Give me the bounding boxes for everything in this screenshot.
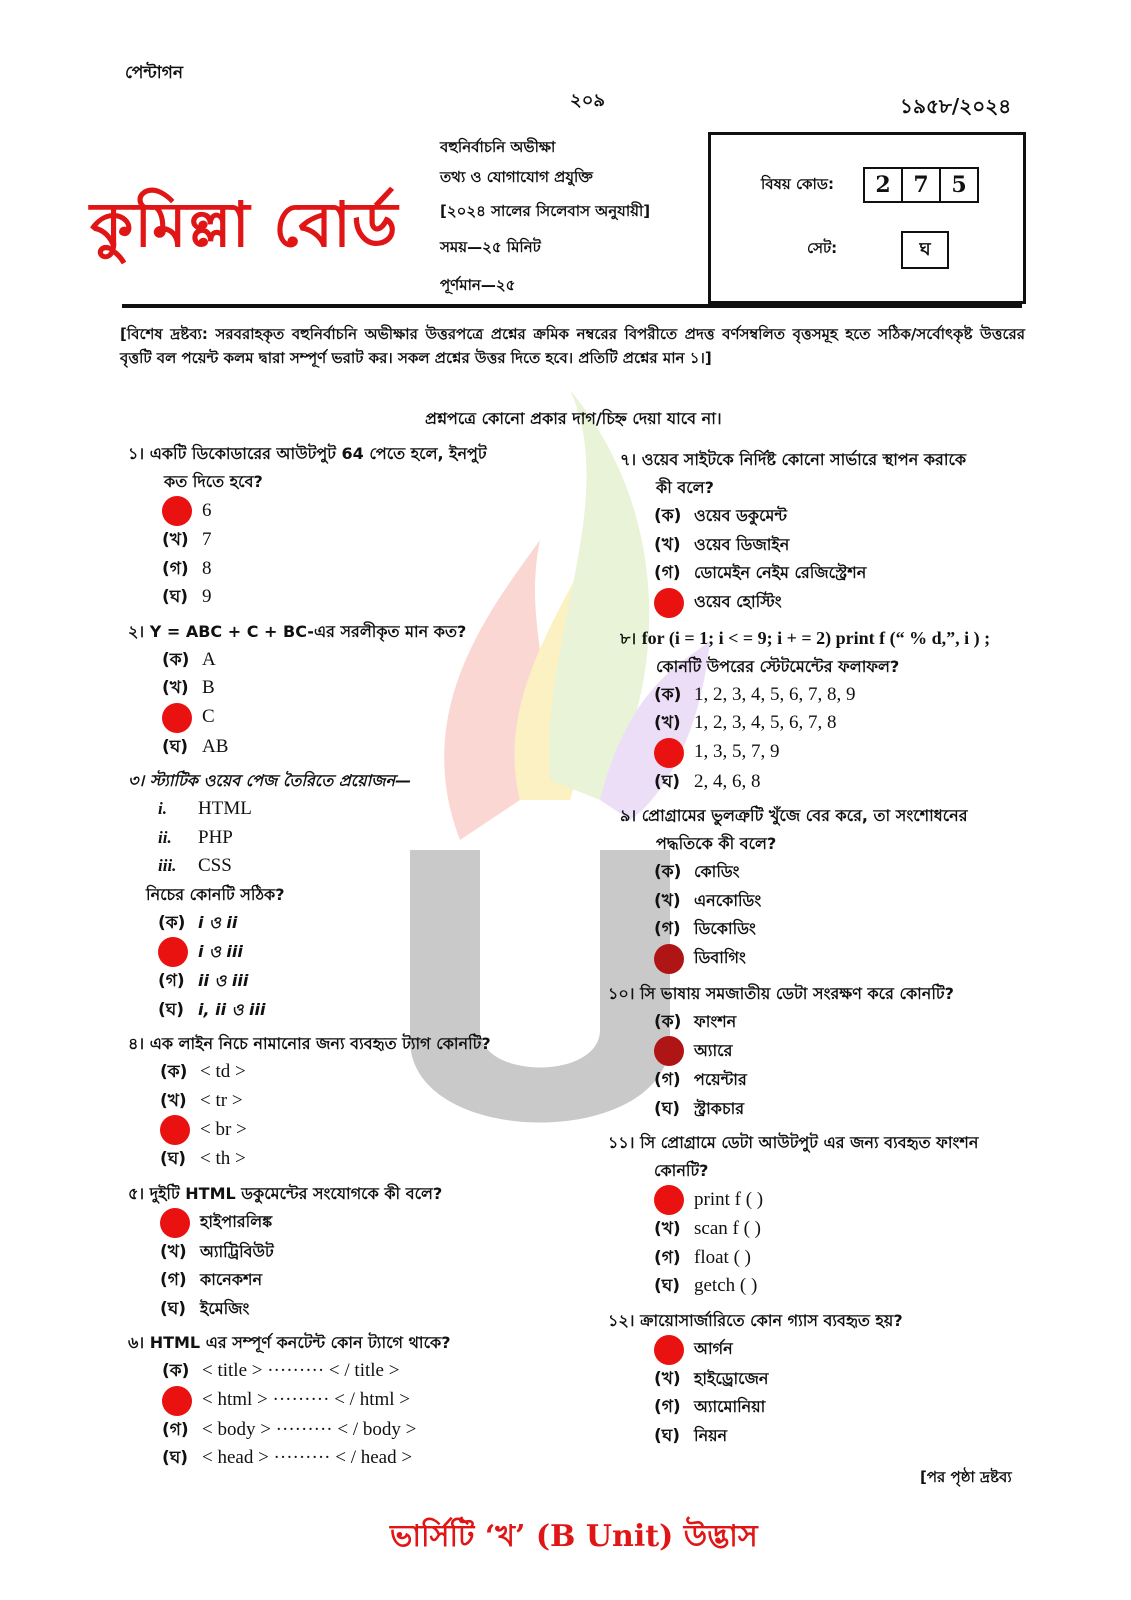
option-label: (ক) [654, 862, 682, 882]
option-value: ওয়েব ডিজাইন [694, 534, 790, 554]
option[interactable] [162, 555, 568, 584]
option-selected[interactable] [654, 588, 1060, 618]
question-text: Y = ABC + C + BC-এর সরলীকৃত মান কত? [149, 621, 467, 641]
option[interactable] [160, 1058, 568, 1087]
option-selected[interactable] [654, 1036, 1060, 1066]
code-reference: ১৯৫৮/২০২৪ [900, 94, 1012, 118]
option-label: (গ) [654, 1070, 681, 1090]
filled-answer-circle [160, 1208, 190, 1238]
option-value: C [202, 706, 215, 728]
option-label: (গ) [654, 1247, 681, 1268]
syllabus-note: [২০২৪ সালের সিলেবাস অনুযায়ী] [440, 202, 651, 220]
option-selected[interactable] [654, 738, 1060, 768]
option[interactable] [162, 674, 568, 703]
option-value: অ্যাট্রিবিউট [200, 1241, 274, 1261]
header-divider [122, 304, 1022, 308]
question-9 [620, 802, 1060, 974]
option-value: অ্যারে [694, 1040, 733, 1060]
option-label: (খ) [654, 890, 681, 911]
question-3 [128, 767, 568, 1024]
option-label: (ঘ) [162, 736, 189, 757]
option[interactable] [158, 996, 568, 1025]
option[interactable] [654, 1008, 1060, 1037]
question-number: ১১। [608, 1133, 635, 1152]
option-label: (ঘ) [160, 1149, 187, 1169]
option[interactable] [162, 733, 568, 762]
option-selected[interactable] [158, 937, 568, 967]
left-question-column [128, 440, 568, 1473]
set-label: সেট: [807, 239, 838, 257]
question-number: ১২। [608, 1310, 635, 1330]
question-6 [128, 1329, 568, 1473]
option[interactable] [654, 1244, 1060, 1273]
publisher-name: পেন্টাগন [125, 63, 184, 83]
subject-code-label: বিষয় কোড: [761, 175, 834, 193]
exam-time: সময়—২৫ মিনিট [440, 238, 541, 256]
option-selected[interactable] [654, 944, 1060, 974]
question-12 [608, 1307, 1060, 1451]
option[interactable] [654, 502, 1060, 531]
question-5 [128, 1180, 568, 1324]
option[interactable] [162, 583, 568, 612]
option-selected[interactable] [162, 1386, 568, 1416]
option[interactable] [158, 909, 568, 938]
question-number: ৩। [128, 771, 145, 790]
question-text: স্ট্যাটিক ওয়েব পেজ তৈরিতে প্রয়োজন— [149, 771, 412, 790]
option-value: < body > ········· < / body > [202, 1418, 417, 1440]
page-number: ২০৯ [570, 90, 606, 111]
question-number: ৮। [620, 628, 637, 648]
right-question-column [608, 446, 1060, 1450]
option-value: ডোমেইন নেইম রেজিস্ট্রেশন [694, 563, 867, 582]
option-value: 6 [202, 499, 212, 521]
subject-name: তথ্য ও যোগাযোগ প্রযুক্তি [440, 168, 593, 186]
question-text: দুইটি HTML ডকুমেন্টের সংযোগকে কী বলে? [149, 1183, 443, 1203]
subject-code-box [708, 132, 1026, 304]
option[interactable] [160, 1266, 568, 1295]
subject-code-digit: 7 [901, 167, 941, 203]
special-instructions: [বিশেষ দ্রষ্টব্য: সরবরাহকৃত বহুনির্বাচনি অভীক্ষার উত্তরপত্রে প্রশ্নের ক্রমিক নম্বরের বিপরীতে প্রদত্ত বর্ণসম্বলিত বৃত্তসমূহ হতে সঠিক/সর্বোৎকৃষ্ট উত্তরের বৃত্তটি বল পয়েন্ট কলম দ্বারা সম্পূর্ণ ভরাট কর। সকল প্রশ্নের উত্তর দিতে হবে। প্রতিটি প্রশ্নের মান ১।] [120, 325, 1025, 367]
option-value: B [202, 677, 215, 698]
option-value: 1, 2, 3, 4, 5, 6, 7, 8, 9 [694, 683, 856, 705]
subject-code-digits [863, 167, 977, 203]
option-label: (ঘ) [654, 1098, 681, 1119]
statement-roman: iii. [158, 856, 177, 875]
option[interactable] [162, 1444, 568, 1473]
option-label: (ঘ) [160, 1298, 187, 1319]
option-value: 7 [202, 529, 212, 550]
question-text: এক লাইন নিচে নামানোর জন্য ব্যবহৃত ট্যাগ কোনটি? [149, 1034, 491, 1053]
option-value: পয়েন্টার [694, 1070, 747, 1089]
filled-answer-circle [162, 703, 192, 733]
option-label: (ক) [158, 912, 186, 933]
option[interactable] [654, 709, 1060, 738]
option-value: ডিকোডিং [694, 919, 756, 938]
subject-code-digit: 5 [939, 167, 979, 203]
option-label: (গ) [654, 919, 681, 939]
filled-answer-circle [160, 1115, 190, 1145]
option-value: ii ও iii [198, 971, 249, 990]
option-value: scan f ( ) [694, 1218, 761, 1239]
option[interactable] [654, 858, 1060, 887]
option[interactable] [654, 559, 1060, 588]
option[interactable] [160, 1087, 568, 1116]
option[interactable] [654, 1272, 1060, 1301]
option-value: 1, 3, 5, 7, 9 [694, 741, 780, 763]
option-value: কোডিং [694, 862, 740, 881]
statement-roman: ii. [158, 827, 172, 847]
question-text: ওয়েব সাইটকে নির্দিষ্ট কোনো সার্ভারে স্থাপন করাকে [641, 450, 967, 469]
option[interactable] [654, 1422, 1060, 1451]
option-value: < head > ········· < / head > [202, 1447, 413, 1468]
option-value: getch ( ) [694, 1275, 758, 1296]
option-value: হাইপারলিঙ্ক [200, 1212, 273, 1232]
option-value: i ও iii [198, 941, 243, 961]
question-text-cont: কত দিতে হবে? [164, 472, 263, 491]
option-value: এনকোডিং [694, 890, 762, 910]
option-value: < td > [200, 1061, 246, 1082]
question-10 [608, 980, 1060, 1124]
option[interactable] [162, 526, 568, 555]
option[interactable] [654, 887, 1060, 916]
question-number: ২। [128, 621, 145, 641]
option-label: (ক) [162, 1361, 190, 1381]
option-label: (গ) [654, 1397, 681, 1417]
question-number: ১০। [608, 983, 635, 1003]
filled-answer-circle [654, 588, 684, 618]
question-7 [620, 446, 1060, 618]
option-label: (খ) [654, 713, 681, 733]
option-value: < br > [200, 1118, 247, 1140]
option-value: < html > ········· < / html > [202, 1389, 411, 1411]
filled-answer-circle [162, 496, 192, 526]
statement-value: HTML [198, 798, 252, 819]
option-label: (ঘ) [654, 771, 681, 792]
option-label: (ক) [654, 1011, 682, 1032]
question-number: ৫। [128, 1183, 145, 1203]
option-value: print f ( ) [694, 1188, 764, 1210]
option-value: < th > [200, 1148, 246, 1169]
question-8 [620, 624, 1060, 797]
option-label: (খ) [160, 1090, 187, 1111]
option-label: (গ) [162, 1419, 189, 1440]
option-value: i ও ii [198, 912, 238, 932]
option-value: < title > ········· < / title > [202, 1360, 400, 1381]
filled-answer-circle [654, 1185, 684, 1215]
question-number: ৪। [128, 1034, 145, 1053]
question-number: ১। [128, 444, 145, 463]
option-value: 9 [202, 586, 212, 607]
board-title: কুমিল্লা বোর্ড [90, 188, 399, 261]
option-label: (ক) [654, 684, 682, 705]
filled-answer-circle [158, 937, 188, 967]
option-label: (খ) [654, 1219, 681, 1239]
filled-answer-circle [654, 738, 684, 768]
option-label: (ক) [654, 506, 682, 526]
option-value: ওয়েব ডকুমেন্ট [694, 506, 787, 525]
option-selected[interactable] [160, 1208, 568, 1238]
question-text: HTML এর সম্পূর্ণ কনটেন্ট কোন ট্যাগে থাকে? [149, 1333, 451, 1352]
question-text-cont: পদ্ধতিকে কী বলে? [656, 834, 777, 853]
question-text-cont: কী বলে? [656, 478, 714, 497]
option-value: float ( ) [694, 1246, 751, 1268]
option[interactable] [160, 1145, 568, 1174]
option-value: AB [202, 735, 229, 757]
question-text: সি প্রোগ্রামে ডেটা আউটপুট এর জন্য ব্যবহৃত ফাংশন [640, 1133, 979, 1152]
option[interactable] [654, 915, 1060, 944]
option-value: ডিবাগিং [694, 948, 746, 968]
option-value: 1, 2, 3, 4, 5, 6, 7, 8 [694, 712, 837, 733]
no-mark-warning: প্রশ্নপত্রে কোনো প্রকার দাগ/চিহ্ন দেয়া যাবে না। [425, 409, 722, 428]
question-number: ৬। [128, 1333, 145, 1352]
question-4 [128, 1030, 568, 1174]
question-text: ক্রায়োসার্জারিতে কোন গ্যাস ব্যবহৃত হয়? [640, 1310, 903, 1330]
statement-value: CSS [198, 855, 232, 876]
exam-type: বহুনির্বাচনি অভীক্ষা [440, 138, 556, 156]
question-text: for (i = 1; i < = 9; i + = 2) print f (“ % d,”, i ) ; [641, 627, 991, 648]
option-selected[interactable] [160, 1115, 568, 1145]
statement [158, 852, 568, 881]
option[interactable] [654, 681, 1060, 710]
option-value: কানেকশন [200, 1270, 263, 1289]
option-label: (খ) [160, 1241, 187, 1262]
option-label: (ঘ) [162, 1448, 189, 1468]
option-label: (ঘ) [654, 1425, 681, 1446]
option[interactable] [654, 768, 1060, 797]
option-selected[interactable] [162, 703, 568, 733]
option[interactable] [158, 967, 568, 996]
option[interactable] [162, 646, 568, 675]
option-label: (ক) [160, 1062, 188, 1082]
option-value: ইমেজিং [200, 1298, 250, 1318]
option[interactable] [160, 1295, 568, 1324]
option-label: (খ) [654, 534, 681, 555]
option-value: A [202, 648, 216, 670]
full-marks: পূর্ণমান—২৫ [440, 276, 516, 294]
question-2 [128, 618, 568, 762]
option-label: (খ) [654, 1368, 681, 1389]
question-1 [128, 440, 568, 612]
option-value: ওয়েব হোস্টিং [694, 592, 782, 612]
sub-question: নিচের কোনটি সঠিক? [146, 884, 285, 904]
option-label: (গ) [162, 558, 189, 579]
question-text-cont: কোনটি? [654, 1161, 709, 1180]
option[interactable] [162, 1416, 568, 1445]
question-text: একটি ডিকোডারের আউটপুট 64 পেতে হলে, ইনপুট [149, 444, 487, 463]
option-selected[interactable] [654, 1335, 1060, 1365]
statement [158, 795, 568, 824]
question-11 [608, 1129, 1060, 1301]
option-label: (ঘ) [158, 999, 185, 1020]
option-value: আর্গন [694, 1339, 733, 1359]
option-value: ফাংশন [694, 1011, 737, 1031]
option[interactable] [162, 1357, 568, 1386]
option-value: অ্যামোনিয়া [694, 1397, 766, 1416]
statement-value: PHP [198, 826, 233, 848]
footer-brand: ভার্সিটি ‘খ’ (B Unit) উদ্ভাস [390, 1519, 758, 1554]
option-value: 8 [202, 557, 212, 579]
option[interactable] [654, 1095, 1060, 1124]
filled-answer-circle [654, 1036, 684, 1066]
option-label: (ঘ) [162, 587, 189, 607]
question-text-cont: কোনটি উপরের স্টেটমেন্টের ফলাফল? [656, 656, 900, 676]
option[interactable] [654, 531, 1060, 560]
option[interactable] [160, 1238, 568, 1267]
option[interactable] [654, 1393, 1060, 1422]
option-label: (গ) [654, 563, 681, 583]
filled-answer-circle [162, 1386, 192, 1416]
option-label: (খ) [162, 678, 189, 698]
option-value: 2, 4, 6, 8 [694, 770, 761, 792]
filled-answer-circle [654, 944, 684, 974]
option[interactable] [654, 1365, 1060, 1394]
option-value: i, ii ও iii [198, 999, 266, 1019]
question-text: সি ভাষায় সমজাতীয় ডেটা সংরক্ষণ করে কোনটি? [640, 983, 954, 1003]
option-label: (খ) [162, 530, 189, 550]
option-label: (ক) [162, 649, 190, 670]
option-value: নিয়ন [694, 1425, 728, 1445]
subject-code-digit: 2 [863, 167, 903, 203]
next-page-note: [পর পৃষ্ঠা দ্রষ্টব্য [920, 1468, 1012, 1486]
question-number: ৯। [620, 806, 637, 825]
option-label: (গ) [158, 971, 185, 991]
option-label: (ঘ) [654, 1276, 681, 1296]
option[interactable] [654, 1215, 1060, 1244]
option-selected[interactable] [162, 496, 568, 526]
option[interactable] [654, 1066, 1060, 1095]
statement [158, 824, 568, 853]
question-text: প্রোগ্রামের ভুলত্রুটি খুঁজে বের করে, তা সংশোধনের [641, 806, 968, 825]
option-selected[interactable] [654, 1185, 1060, 1215]
question-number: ৭। [620, 450, 637, 469]
set-value: ঘ [901, 231, 949, 269]
filled-answer-circle [654, 1335, 684, 1365]
statement-roman: i. [158, 799, 167, 818]
option-value: স্ট্রাকচার [694, 1098, 745, 1118]
option-value: < tr > [200, 1089, 243, 1111]
option-value: হাইড্রোজেন [694, 1368, 769, 1388]
option-label: (গ) [160, 1270, 187, 1290]
